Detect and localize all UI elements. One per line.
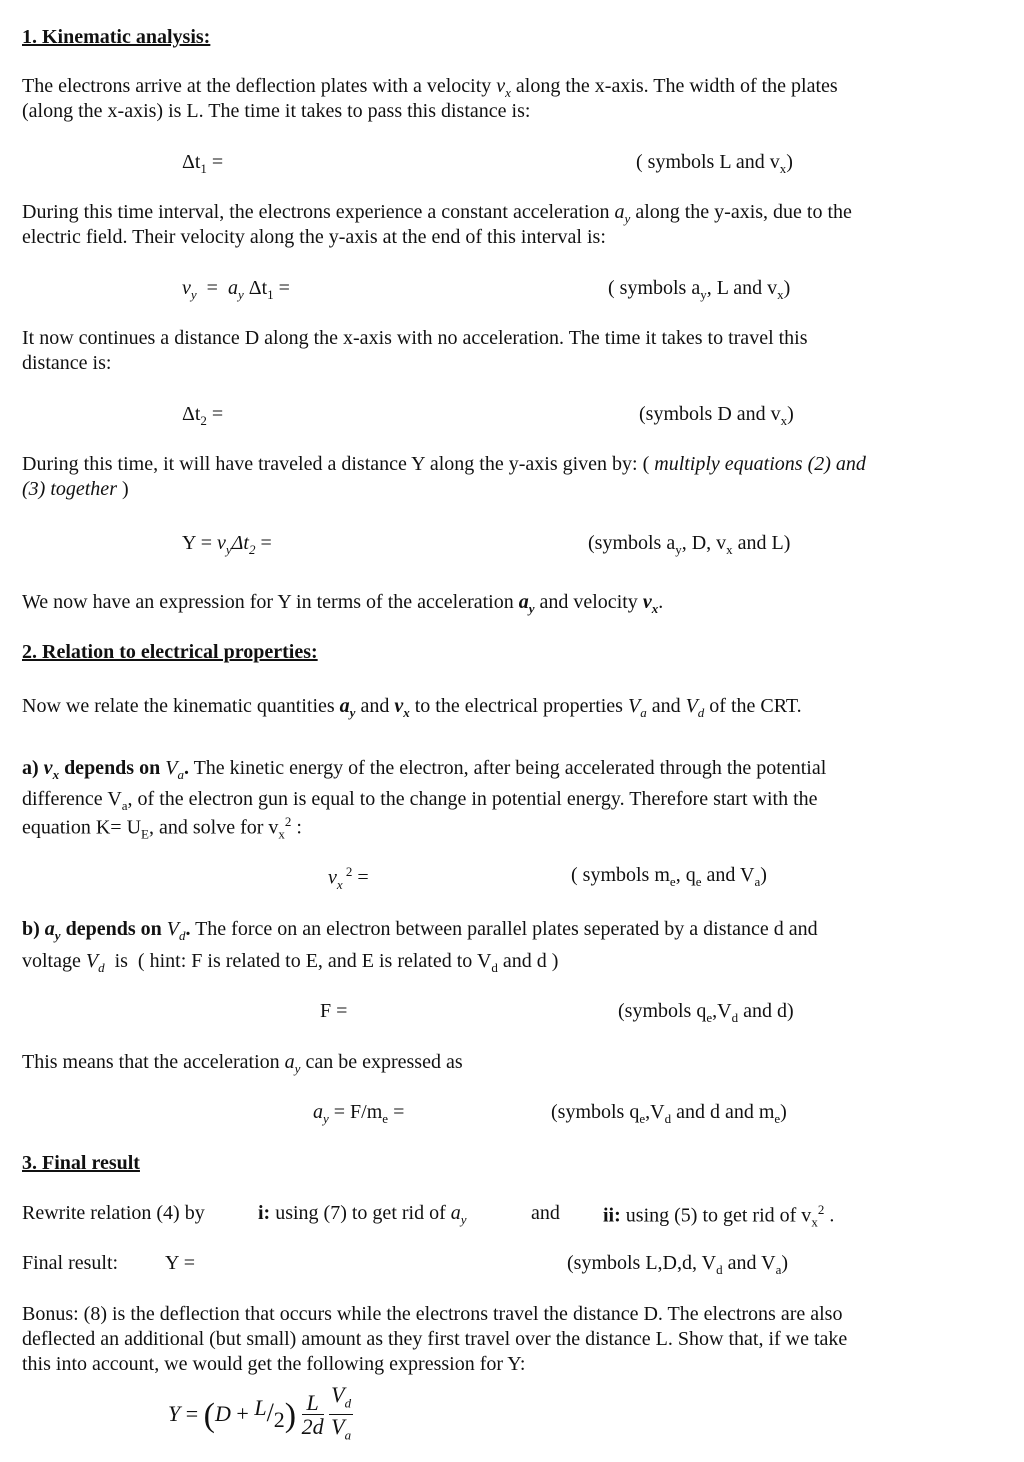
s1-paragraph-2-line-1: During this time interval, the electrons experience a constant acceleration $a_y$ along the y-axis, due to the (22, 201, 852, 226)
equation-4-symbols: (symbols $a_y$, D, $v_x$ and L) (588, 532, 791, 557)
equation-5-symbols: ( symbols $m_e$, $q_e$ and $V_a$) (571, 864, 767, 889)
section-1-heading: 1. Kinematic analysis: (22, 26, 211, 48)
rewrite-label: Rewrite relation (4) by (22, 1202, 205, 1224)
equation-3-symbols: (symbols D and $v_x$) (639, 403, 794, 428)
part-a-line-2: difference $V_a$, of the electron gun is equal to the change in potential energy. Therefore start with the (22, 788, 818, 813)
s2-paragraph-1: Now we relate the kinematic quantities $a_y$ and $v_x$ to the electrical properties $V_a$ and $V_d$ of the CRT. (22, 695, 802, 720)
equation-3: $\Delta t_2$ = (182, 403, 224, 428)
part-a-line-1: a) $v_x$ depends on $V_a$. The kinetic energy of the electron, after being accelerated through the potential (22, 757, 827, 782)
equation-6: F = (320, 1000, 348, 1022)
equation-1-symbols: ( symbols L and $v_x$) (636, 151, 793, 176)
rewrite-step-ii: ii: using (5) to get rid of $v_x^2$ . (603, 1202, 835, 1230)
part-a-line-3: equation $K= U_E$, and solve for $v_x^2$ : (22, 814, 302, 842)
equation-7-symbols: (symbols $q_e,V_d$ and d and $m_e$) (551, 1101, 787, 1126)
bonus-fraction-Vd-over-Va: $\frac{V_d}{V_a}$ (331, 1382, 352, 1443)
bonus-line-3: this into account, we would get the following expression for Y: (22, 1353, 526, 1375)
s1-paragraph-2-line-2: electric field. Their velocity along the y-axis at the end of this interval is: (22, 226, 606, 248)
s1-paragraph-5: We now have an expression for Y in terms of the acceleration $a_y$ and velocity $v_x$. (22, 591, 664, 616)
final-result-symbols: (symbols L,D,d, $V_d$ and $V_a$) (567, 1252, 789, 1277)
s1-paragraph-4-line-1: During this time, it will have traveled a distance Y along the y-axis given by: ( multiply equations (2) and (22, 453, 866, 475)
s1-paragraph-1-line-1: The electrons arrive at the deflection plates with a velocity $v_x$ along the x-axis. The width of the plates (22, 75, 838, 100)
section-2-heading: 2. Relation to electrical properties: (22, 641, 318, 663)
rewrite-step-i: i: using (7) to get rid of $a_y$ (258, 1202, 467, 1227)
bonus-fraction-L-over-2d: $\frac{L}{2d}$ (301, 1390, 324, 1440)
equation-6-symbols: (symbols $q_e,V_d$ and d) (618, 1000, 794, 1025)
final-result-equation: Y = (165, 1252, 195, 1274)
s1-paragraph-3-line-2: distance is: (22, 352, 112, 374)
s1-paragraph-1-line-2: (along the x-axis) is L. The time it takes to pass this distance is: (22, 100, 531, 122)
bonus-line-1: Bonus: (8) is the deflection that occurs while the electrons travel the distance D. The electrons are also (22, 1303, 843, 1325)
rewrite-and: and (531, 1202, 560, 1224)
equation-7: $a_y = F/m_e$ = (313, 1101, 405, 1126)
equation-4: $Y = v_y\Delta t_2$ = (182, 532, 272, 557)
part-b-line-1: b) $a_y$ depends on $V_d$. The force on an electron between parallel plates seperated by a distance d and (22, 918, 818, 943)
equation-2: $v_y = a_y$ $\Delta t_1$ = (182, 277, 290, 302)
equation-2-symbols: ( symbols $a_y$, L and $v_x$) (608, 277, 791, 302)
acceleration-text: This means that the acceleration $a_y$ can be expressed as (22, 1051, 463, 1076)
s1-paragraph-3-line-1: It now continues a distance D along the x-axis with no acceleration. The time it takes to travel this (22, 327, 808, 349)
part-b-line-2: voltage $V_d$ is ( hint: F is related to E, and E is related to $V_d$ and d ) (22, 950, 559, 975)
bonus-formula: Y = (D + L/2) $\frac{L}{2d}$ $\frac{V_d}{V_a}$ (168, 1378, 353, 1438)
s1-paragraph-4-line-2: (3) together ) (22, 478, 129, 500)
section-3-heading: 3. Final result (22, 1152, 140, 1174)
final-result-label: Final result: (22, 1252, 119, 1274)
equation-5: $v_x$ $^2$ = (328, 864, 369, 892)
bonus-line-2: deflected an additional (but small) amount as they first travel over the distance L. Show that, if we take (22, 1328, 848, 1350)
equation-1: $\Delta t_1$ = (182, 151, 224, 176)
